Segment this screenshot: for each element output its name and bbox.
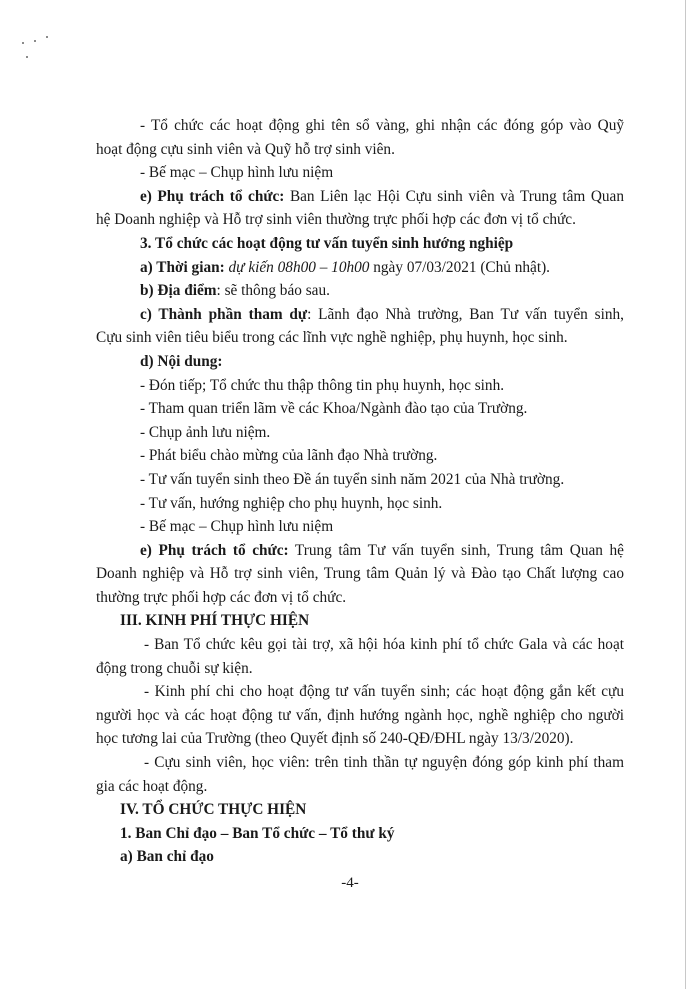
text-line: e) Phụ trách tổ chức: Ban Liên lạc Hội Cựu sinh viên và Trung tâm Quan	[140, 187, 624, 205]
text-line: - Đón tiếp; Tổ chức thu thập thông tin phụ huynh, học sinh.	[140, 376, 505, 394]
text-line: - Tổ chức các hoạt động ghi tên sổ vàng, ghi nhận các đóng góp vào Quỹ	[140, 117, 624, 134]
text-line: - Kinh phí chi cho hoạt động tư vấn tuyển sinh; các hoạt động gắn kết cựu	[144, 683, 624, 701]
label: e) Phụ trách tổ chức:	[140, 187, 285, 205]
text-line: - Chụp ảnh lưu niệm.	[140, 423, 271, 441]
text-line: thường trực phối hợp các đơn vị tổ chức.	[96, 588, 347, 606]
text-line: - Tham quan triển lãm về các Khoa/Ngành đào tạo của Trường.	[140, 400, 528, 418]
page-number: -4-	[341, 875, 359, 891]
text-line: gia các hoạt động.	[96, 777, 208, 795]
text-line: b) Địa điểm: sẽ thông báo sau.	[140, 282, 330, 300]
text-line: Doanh nghiệp và Hỗ trợ sinh viên, Trung tâm Quản lý và Đào tạo Chất lượng cao	[96, 565, 624, 583]
text-line: c) Thành phần tham dự: Lãnh đạo Nhà trường, Ban Tư vấn tuyển sinh,	[140, 305, 624, 323]
subheading: d) Nội dung:	[140, 352, 223, 370]
text-line: hoạt động cựu sinh viên và Quỹ hỗ trợ sinh viên.	[96, 140, 395, 158]
text-line: - Ban Tổ chức kêu gọi tài trợ, xã hội hóa kinh phí tổ chức Gala và các hoạt	[144, 636, 624, 654]
text-line: hệ Doanh nghiệp và Hỗ trợ sinh viên thường trực phối hợp các đơn vị tổ chức.	[96, 211, 576, 229]
subheading: a) Ban chỉ đạo	[120, 848, 214, 866]
text-line: - Bế mạc – Chụp hình lưu niệm	[140, 518, 334, 536]
text-line: - Cựu sinh viên, học viên: trên tinh thần tự nguyện đóng góp kinh phí tham	[144, 754, 624, 772]
text-line: - Bế mạc – Chụp hình lưu niệm	[140, 164, 334, 182]
document-body	[96, 114, 624, 869]
text-line: học tương lai của Trường (theo Quyết định số 240-QĐ/ĐHL ngày 13/3/2020).	[96, 730, 574, 748]
text-line: e) Phụ trách tổ chức: Trung tâm Tư vấn tuyển sinh, Trung tâm Quan hệ	[140, 541, 624, 559]
page-edge-line	[685, 0, 686, 989]
section-heading: IV. TỔ CHỨC THỰC HIỆN	[120, 801, 307, 819]
text-line: Cựu sinh viên tiêu biểu trong các lĩnh vực nghề nghiệp, phụ huynh, học sinh.	[96, 329, 568, 347]
section-heading: III. KINH PHÍ THỰC HIỆN	[120, 612, 310, 630]
section-heading: 3. Tổ chức các hoạt động tư vấn tuyển sinh hướng nghiệp	[140, 234, 514, 252]
text-line: - Phát biểu chào mừng của lãnh đạo Nhà trường.	[140, 447, 438, 465]
subheading: 1. Ban Chỉ đạo – Ban Tổ chức – Tổ thư ký	[120, 824, 395, 842]
text-line: - Tư vấn tuyển sinh theo Đề án tuyển sinh năm 2021 của Nhà trường.	[140, 470, 565, 488]
text-line: - Tư vấn, hướng nghiệp cho phụ huynh, học sinh.	[140, 494, 443, 512]
scan-specks	[22, 36, 62, 66]
text-line: người học và các hoạt động tư vấn, định hướng ngành học, nghề nghiệp cho người	[96, 706, 624, 724]
text-line: động trong chuỗi sự kiện.	[96, 659, 253, 677]
text-line: a) Thời gian: dự kiến 08h00 – 10h00 ngày 07/03/2021 (Chủ nhật).	[140, 258, 551, 276]
